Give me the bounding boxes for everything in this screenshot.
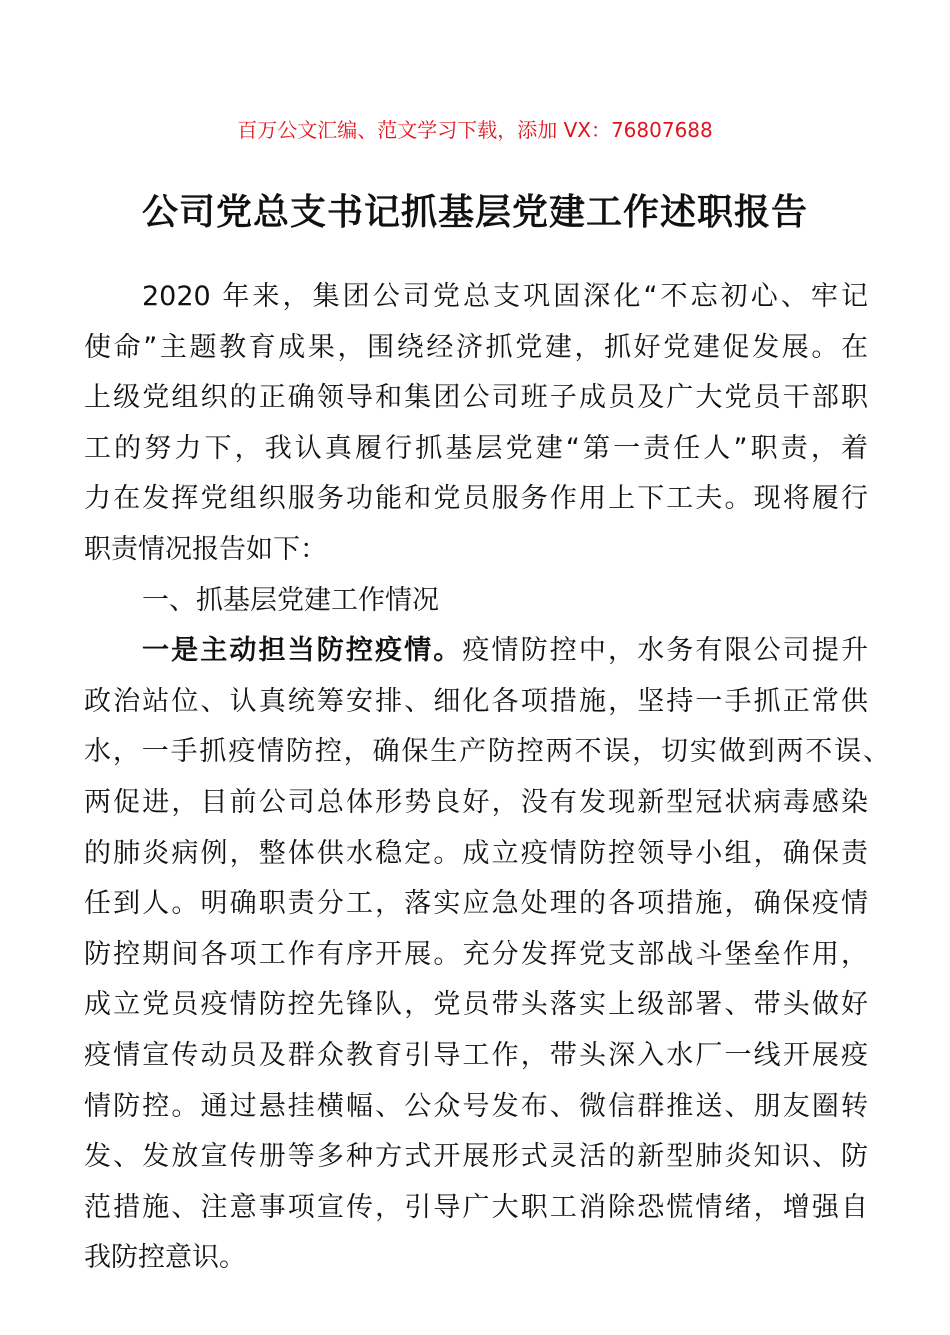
body-line: 职责情况报告如下： bbox=[84, 533, 327, 565]
body-line: 我防控意识。 bbox=[84, 1242, 246, 1274]
body-line: 的肺炎病例，整体供水稳定。成立疫情防控领导小组，确保责 bbox=[84, 837, 868, 869]
body-line: 力在发挥党组织服务功能和党员服务作用上下工夫。现将履行 bbox=[84, 483, 868, 515]
body-line: 政治站位、认真统筹安排、细化各项措施，坚持一手抓正常供 bbox=[84, 685, 868, 717]
watermark-banner: 百万公文汇编、范文学习下载，添加 VX：76807688 bbox=[237, 118, 713, 142]
body-line: 发、发放宣传册等多种方式开展形式灵活的新型肺炎知识、防 bbox=[84, 1141, 868, 1173]
body-line bbox=[84, 626, 868, 677]
body-line: 防控期间各项工作有序开展。充分发挥党支部战斗堡垒作用， bbox=[84, 938, 868, 970]
body-line: 2020 年来，集团公司党总支巩固深化“不忘初心、牢记 bbox=[142, 281, 868, 312]
section-heading: 一、抓基层党建工作情况 bbox=[142, 584, 439, 616]
body-line: 水，一手抓疫情防控，确保生产防控两不误，切实做到两不误、 bbox=[84, 736, 890, 768]
body-line: 成立党员疫情防控先锋队，党员带头落实上级部署、带头做好 bbox=[84, 989, 868, 1021]
body-line: 范措施、注意事项宣传，引导广大职工消除恐慌情绪，增强自 bbox=[84, 1191, 868, 1223]
body-line: 上级党组织的正确领导和集团公司班子成员及广大党员干部职 bbox=[84, 382, 868, 414]
body-line: 任到人。明确职责分工，落实应急处理的各项措施，确保疫情 bbox=[84, 888, 868, 920]
document-body bbox=[84, 272, 890, 1284]
document-title: 公司党总支书记抓基层党建工作述职报告 bbox=[141, 192, 808, 233]
body-line: 情防控。通过悬挂横幅、公众号发布、微信群推送、朋友圈转 bbox=[84, 1090, 868, 1122]
body-line: 两促进，目前公司总体形势良好，没有发现新型冠状病毒感染 bbox=[84, 786, 868, 818]
body-line: 疫情宣传动员及群众教育引导工作，带头深入水厂一线开展疫 bbox=[84, 1039, 868, 1071]
body-line: 使命”主题教育成果，围绕经济抓党建，抓好党建促发展。在 bbox=[84, 331, 868, 363]
bold-lead: 一是主动担当防控疫情。 bbox=[142, 635, 463, 667]
body-line: 工的努力下，我认真履行抓基层党建“第一责任人”职责，着 bbox=[84, 432, 868, 464]
body-text: 疫情防控中，水务有限公司提升 bbox=[462, 635, 868, 667]
